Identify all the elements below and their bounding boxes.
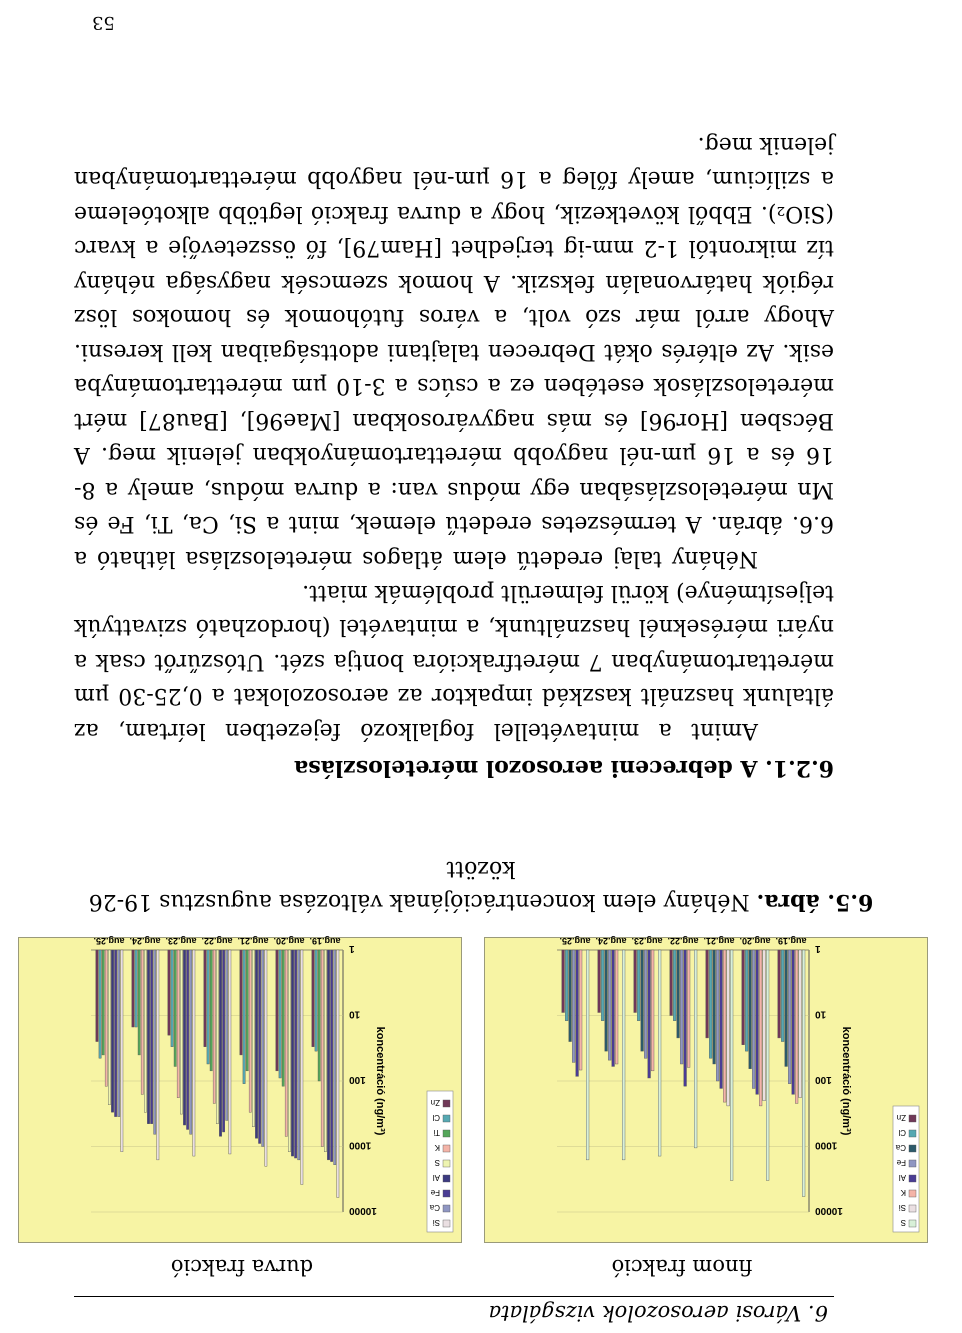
legend-label: Ca: [895, 1143, 906, 1152]
legend-label: Al: [898, 1173, 906, 1182]
bar-ti: [318, 950, 320, 1081]
running-header: [74, 1296, 834, 1325]
durva-fraction-chart: [18, 937, 462, 1243]
legend-swatch: [909, 1145, 916, 1152]
x-tick-label: aug.21.: [703, 936, 735, 946]
bar-ti: [138, 950, 140, 1055]
bar-ca: [226, 950, 228, 1120]
bar-k: [687, 950, 690, 1067]
bar-al: [684, 950, 687, 1086]
bar-cl: [673, 950, 676, 1021]
x-tick-label: aug.19.: [309, 936, 341, 946]
x-tick-label: aug.23.: [631, 936, 663, 946]
bar-cl: [207, 950, 209, 1064]
bar-fe: [572, 950, 575, 1062]
bar-ca: [118, 950, 120, 1117]
bar-zn: [670, 950, 673, 1016]
chart-legend: [893, 1106, 919, 1232]
legend-label: K: [900, 1188, 906, 1197]
bar-zn: [706, 950, 709, 1038]
bar-ti: [174, 950, 176, 1066]
figure-caption: [0, 889, 962, 915]
bar-al: [111, 950, 113, 1112]
bar-s: [730, 950, 733, 1180]
bar-zn: [562, 950, 565, 1013]
bar-cl: [601, 950, 604, 1021]
bar-zn: [204, 950, 206, 1047]
legend-box: [893, 1106, 919, 1232]
bar-s: [144, 950, 146, 1112]
bar-cl: [565, 950, 568, 1021]
bar-si: [229, 950, 231, 1154]
bar-zn: [312, 950, 314, 1047]
bar-al: [792, 950, 795, 1094]
bar-al: [648, 950, 651, 1078]
bar-ti: [210, 950, 212, 1071]
bar-zn: [132, 950, 134, 1027]
bar-al: [291, 950, 293, 1156]
legend-label: Zn: [896, 1113, 906, 1122]
legend-label: Zn: [430, 1098, 440, 1107]
bar-ca: [677, 950, 680, 1038]
legend-swatch: [443, 1160, 450, 1167]
bar-s: [766, 950, 769, 1180]
bar-si: [727, 950, 730, 1106]
legend-swatch: [443, 1220, 450, 1227]
y-tick-label: 10000: [349, 1205, 377, 1216]
bar-al: [183, 950, 185, 1125]
y-tick-label: 100: [349, 1074, 366, 1085]
bar-al: [255, 950, 257, 1138]
x-tick-label: aug.19.: [775, 936, 807, 946]
bar-si: [799, 950, 802, 1098]
figure-caption-line2: között: [446, 856, 516, 881]
finom-chart-svg: [483, 936, 927, 1242]
y-axis-label: koncentráció (ng/m³): [374, 1026, 386, 1136]
running-head-text: 6. Városi aerosozolok vizsgálata: [488, 1301, 828, 1325]
bar-ca: [334, 950, 336, 1165]
legend-swatch: [909, 1115, 916, 1122]
bar-fe: [752, 950, 755, 1088]
legend-label: S: [434, 1158, 440, 1167]
bar-si: [121, 950, 123, 1152]
legend-swatch: [443, 1130, 450, 1137]
bar-si: [157, 950, 159, 1160]
bar-ca: [298, 950, 300, 1160]
bar-k: [177, 950, 179, 1098]
bar-k: [795, 950, 798, 1103]
bar-ca: [569, 950, 572, 1042]
bar-k: [249, 950, 251, 1112]
bar-k: [213, 950, 215, 1103]
bar-fe: [680, 950, 683, 1064]
x-tick-label: aug.24.: [595, 936, 627, 946]
bar-cl: [781, 950, 784, 1042]
bar-zn: [598, 950, 601, 1013]
legend-label: Cl: [898, 1128, 906, 1137]
bar-al: [327, 950, 329, 1160]
x-tick-label: aug.20.: [273, 936, 305, 946]
bar-k: [579, 950, 582, 1070]
bar-cl: [99, 950, 101, 1058]
left-panel-title: finom frakció: [611, 1255, 753, 1279]
bar-fe: [716, 950, 719, 1081]
y-tick-label: 1000: [815, 1139, 838, 1151]
right-panel-title: durva frakció: [170, 1255, 314, 1279]
bar-ca: [154, 950, 156, 1134]
bar-s: [586, 950, 589, 1160]
bar-k: [723, 950, 726, 1102]
bar-cl: [171, 950, 173, 1047]
x-tick-label: aug.25.: [559, 936, 591, 946]
bar-al: [612, 950, 615, 1066]
x-tick-label: aug.25.: [93, 936, 125, 946]
bar-s: [180, 950, 182, 1114]
bar-k: [615, 950, 618, 1064]
bar-al: [720, 950, 723, 1088]
bar-zn: [742, 950, 745, 1045]
bar-al: [147, 950, 149, 1124]
legend-label: Si: [898, 1203, 906, 1212]
bar-fe: [258, 950, 260, 1144]
caption-label: 6.5. ábra.: [756, 889, 874, 915]
legend-label: Al: [432, 1173, 440, 1182]
bar-s: [216, 950, 218, 1124]
bar-s: [252, 950, 254, 1127]
legend-swatch: [443, 1145, 450, 1152]
finom-fraction-chart: [484, 937, 928, 1243]
bar-si: [337, 950, 339, 1197]
bar-ca: [785, 950, 788, 1066]
legend-swatch: [909, 1205, 916, 1212]
bar-ca: [713, 950, 716, 1064]
bar-al: [219, 950, 221, 1136]
bar-s: [802, 950, 805, 1197]
bar-ca: [190, 950, 192, 1134]
bar-cl: [243, 950, 245, 1084]
legend-swatch: [909, 1175, 916, 1182]
y-tick-label: 10000: [815, 1205, 843, 1216]
bar-cl: [315, 950, 317, 1051]
bar-fe: [330, 950, 332, 1162]
bar-cl: [135, 950, 137, 1027]
bar-zn: [276, 950, 278, 1071]
legend-label: Ti: [433, 1128, 440, 1137]
bar-s: [108, 950, 110, 1105]
bar-zn: [634, 950, 637, 1013]
bar-ti: [102, 950, 104, 1055]
bar-fe: [294, 950, 296, 1158]
bar-k: [285, 950, 287, 1136]
bar-ca: [641, 950, 644, 1051]
paragraph-2-text: Néhány talaj eredetű elem átlagos méreteloszlása látható a 6.6. ábrán. A természetes eredetű elemek, mint a Si, Ca, Ti, Fe és Mn méreteloszlásában egy módus van: a durva módus, amely a 8-16 és a 16 µm-nél nagyobb mérettartományokban jelenik meg. A Bécsben [Hor96] és más nagyvárosokban [Mae96], [Bau87] mért méreteloszlások esetében ez a csúcs a 3-10 µm mérettartományba esik. Az eltérés okát Debrecen talajtani adottságaiban kell keresni. Ahogy arról már szó volt, a város futóhomok és homokos lösz régiók határvonalán fekszik. A homok szemcsék nagysága néhány tíz mikrontól 1-2 mm-ig terjedhet [Ham79], fő összetevője a kvarc (SiO₂). Ebből következik, hogy a durva frakció legtöbb alkotóeleme a szilícium, amely főleg a 16 µm-nél nagyobb mérettartományban jelenik meg.: [74, 132, 834, 571]
legend-label: K: [434, 1143, 440, 1152]
bar-al: [756, 950, 759, 1094]
bar-s: [694, 950, 697, 1148]
durva-chart-svg: [17, 936, 461, 1242]
bar-cl: [279, 950, 281, 1078]
bar-zn: [240, 950, 242, 1055]
bar-zn: [96, 950, 98, 1042]
header-rule: [74, 1296, 834, 1297]
bar-fe: [150, 950, 152, 1124]
bar-si: [763, 950, 766, 1101]
bar-fe: [114, 950, 116, 1117]
y-tick-label: 10: [349, 1008, 361, 1020]
y-tick-label: 1: [349, 943, 355, 954]
y-tick-label: 1000: [349, 1139, 372, 1151]
bar-s: [658, 950, 661, 1156]
legend-swatch: [443, 1100, 450, 1107]
x-tick-label: aug.23.: [165, 936, 197, 946]
bar-fe: [186, 950, 188, 1129]
bar-ca: [749, 950, 752, 1069]
legend-label: Fe: [430, 1188, 440, 1197]
y-tick-label: 10: [815, 1008, 827, 1020]
bar-si: [301, 950, 303, 1184]
y-axis-label: koncentráció (ng/m³): [840, 1026, 852, 1136]
legend-swatch: [443, 1190, 450, 1197]
legend-swatch: [909, 1190, 916, 1197]
bar-ti: [246, 950, 248, 1071]
bar-k: [651, 950, 654, 1071]
bar-cl: [709, 950, 712, 1058]
legend-swatch: [443, 1205, 450, 1212]
bar-fe: [608, 950, 611, 1060]
paragraph-1: [74, 575, 834, 748]
bar-k: [141, 950, 143, 1094]
x-tick-label: aug.22.: [667, 936, 699, 946]
x-tick-label: aug.21.: [237, 936, 269, 946]
legend-label: Si: [432, 1218, 440, 1227]
legend-swatch: [909, 1160, 916, 1167]
y-tick-label: 100: [815, 1074, 832, 1085]
bar-k: [105, 950, 107, 1086]
bar-s: [288, 950, 290, 1152]
section-title: 6.2.1. A debreceni aerosozol méreteloszlása: [294, 755, 834, 781]
legend-swatch: [909, 1130, 916, 1137]
bar-s: [622, 950, 625, 1160]
bar-si: [265, 950, 267, 1166]
bar-s: [324, 950, 326, 1152]
bar-fe: [644, 950, 647, 1058]
bar-ti: [282, 950, 284, 1086]
x-tick-label: aug.24.: [129, 936, 161, 946]
legend-label: Cl: [432, 1113, 440, 1122]
legend-label: Fe: [896, 1158, 906, 1167]
legend-swatch: [443, 1115, 450, 1122]
chart-legend: [427, 1091, 453, 1232]
bar-si: [193, 950, 195, 1156]
bar-cl: [745, 950, 748, 1051]
x-tick-label: aug.22.: [201, 936, 233, 946]
legend-label: Ca: [429, 1203, 440, 1212]
legend-swatch: [443, 1175, 450, 1182]
bar-ca: [605, 950, 608, 1051]
legend-label: S: [900, 1218, 906, 1227]
bar-k: [759, 950, 762, 1106]
bar-fe: [222, 950, 224, 1132]
paragraph-2: [74, 127, 834, 576]
bar-al: [576, 950, 579, 1076]
bar-ca: [262, 950, 264, 1147]
bar-cl: [637, 950, 640, 1021]
caption-text: Néhány elem koncentrációjának változása augusztus 19-26: [88, 889, 757, 914]
y-tick-label: 1: [815, 943, 821, 954]
bar-zn: [168, 950, 170, 1035]
x-tick-label: aug.20.: [739, 936, 771, 946]
paragraph-1-text: Amint a mintavétellel foglalkozó fejezetben leírtam, az általunk használt kaszkád impaktor az aerosozolokat a 0,25-30 µm mérettartományban 7 méretfrakcióra bontja szét. Utószűrőt csak a nyári méréseknél használtunk, a mintavétel (hordozható szivattyúk teljesítménye) körül felmerült problémák miatt.: [74, 580, 834, 743]
page-number: 53: [92, 12, 115, 33]
bar-zn: [778, 950, 781, 1038]
bar-fe: [788, 950, 791, 1084]
legend-swatch: [909, 1220, 916, 1227]
bar-k: [321, 950, 323, 1147]
